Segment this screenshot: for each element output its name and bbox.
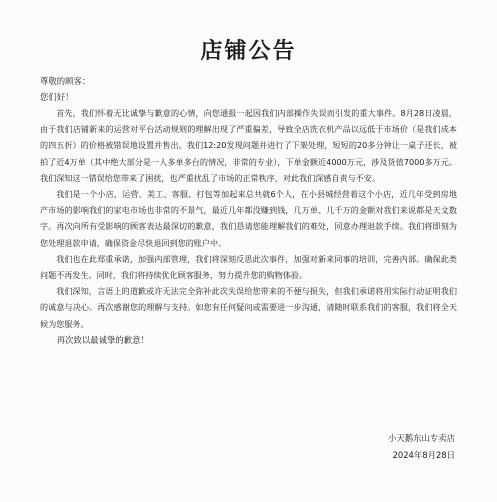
paragraph-apology: 我们深知，言语上的道歉或许无法完全弥补此次失误给您带来的不便与损失，但我们承诺将用实际行动证明我们的诚意与决心。再次感谢您的理解与支持。如您有任何疑问或需要进一步沟通，请随时联系我们的客服，我们将全天候为您服务。	[40, 286, 457, 329]
paragraph-commitment: 我们也在此郑重承诺，加强内部管理，我们将深刻反思此次事件，加强对新来同事的培训，完善内部。确保此类问题不再发生。同时，我们将持续优化顾客服务，努力提升您的购物体验。	[40, 253, 457, 281]
paragraph-store-situation: 我们是一个小店，运营、美工、客服、打包等加起来总共就6个人，在小县城经营着这个小店，近几年受到房地产市场的影响我们的家电市场也非常的不景气，最近几年都没赚到钱，几万单、几千万的金额对我们来说都是天文数字。再次向所有受影响的顾客表达最深切的歉意，我们恳请您能理解我们的难处，同意办理退款手续。我们将即刻为您处理退款申请，确保资金尽快退回到您的账户中。	[40, 189, 457, 248]
paragraph-incident: 首先，我们怀着无比诚挚与歉意的心情，向您通报一起因我们内部操作失误而引发的重大事件。8月28日凌晨，由于我们店铺新来的运营对平台活动规则的理解出现了严重偏差，导致全店洗衣机产品以远低于市场价（是我们成本的四五折）的价格被错误地设置并售出。我们12:20发现问题并进行了下架处理，短短的20多分钟让一桌子还长，被拍了近4万单（其中绝大部分是一人多单多台的情况，非常的专业），下单金额近4000万元，涉及货值7000多万元。我们深知这一错误给您带来了困扰，也严重扰乱了市场的正常秩序，对此我们深感自责与不安。	[40, 108, 457, 183]
signature-block	[388, 430, 455, 464]
notice-date: 2024年8月28日	[392, 450, 455, 460]
salutation: 尊敬的顾客：	[40, 76, 91, 86]
closing-line: 再次致以最诚挚的歉意！	[56, 334, 149, 345]
store-name: 小天鹅东山专卖店	[388, 433, 455, 443]
page-title: 店铺公告	[200, 39, 297, 64]
greeting: 您们好！	[40, 92, 74, 102]
